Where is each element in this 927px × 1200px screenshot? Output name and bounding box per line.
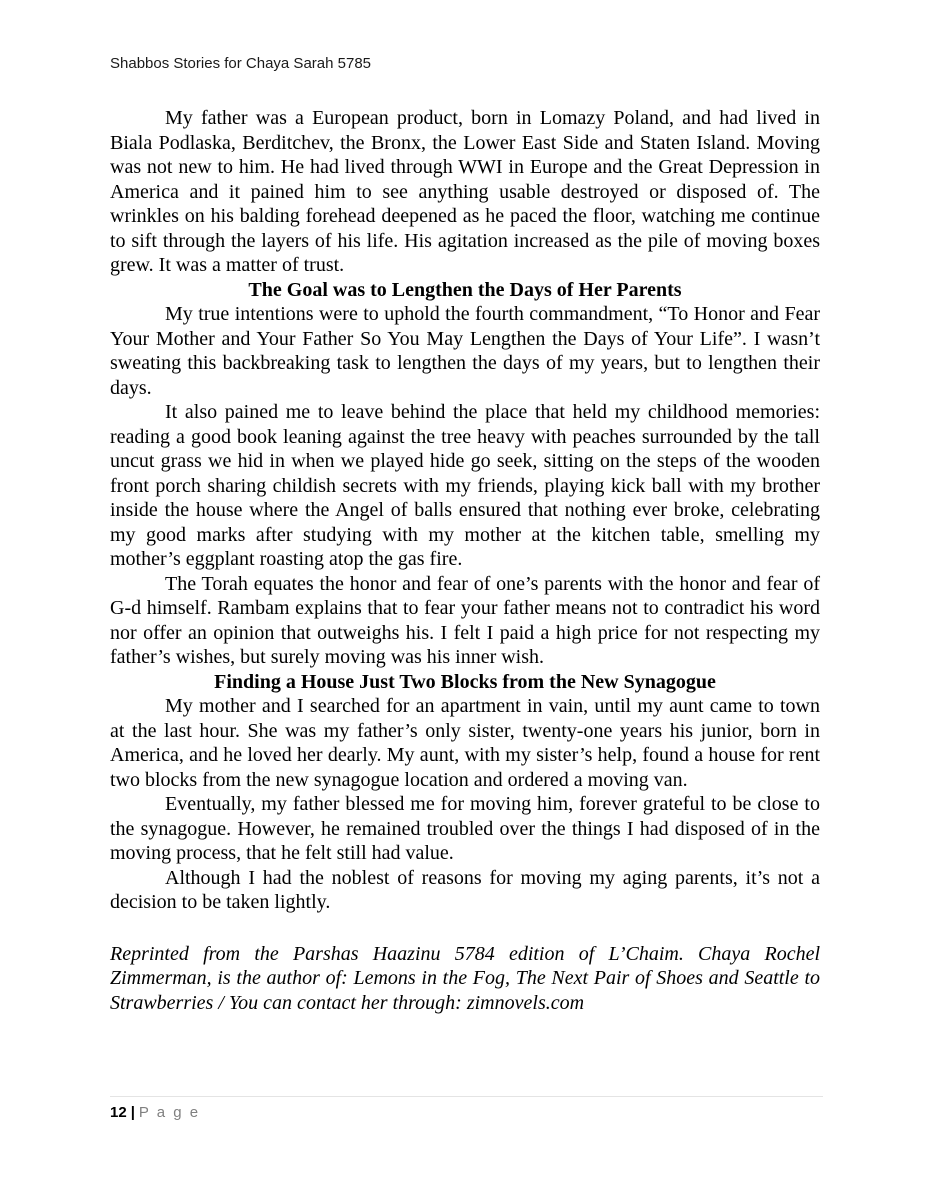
document-title: Shabbos Stories for Chaya Sarah 5785: [110, 55, 371, 72]
document-body: [110, 106, 820, 1015]
page-number-separator: |: [130, 1104, 135, 1121]
page-header: [110, 55, 823, 72]
section-heading-finding-house: Finding a House Just Two Blocks from the New Synagogue: [214, 670, 716, 693]
page-label: P a g e: [138, 1104, 201, 1121]
paragraph-true-intentions: My true intentions were to uphold the fourth commandment, “To Honor and Fear Your Mother and Your Father So You May Lengthen the Days of Your Life”. I wasn’t sweating this backbreaking task to lengthen the days of my years, but to lengthen their days.: [110, 303, 820, 399]
footer-text: [110, 1104, 823, 1121]
page-footer: [110, 1096, 823, 1121]
paragraph-searched-apartment: My mother and I searched for an apartment in vain, until my aunt came to town at the last hour. She was my father’s only sister, twenty-one years his junior, born in America, and he loved her dearly. My aunt, with my sister’s help, found a house for rent two blocks from the new synagogue location and ordered a moving van.: [110, 695, 820, 791]
section-heading-goal-lengthen-days: The Goal was to Lengthen the Days of Her Parents: [248, 278, 682, 301]
paragraph-torah-equates: The Torah equates the honor and fear of one’s parents with the honor and fear of G-d himself. Rambam explains that to fear your father means not to contradict his word nor offer an opinion that outweighs his. I felt I paid a high price for not respecting my father’s wishes, but surely moving was his inner wish.: [110, 572, 820, 668]
footer-divider: [110, 1096, 823, 1097]
reprint-credit: Reprinted from the Parshas Haazinu 5784 edition of L’Chaim. Chaya Rochel Zimmerman, is the author of: Lemons in the Fog, The Next Pair of Shoes and Seattle to Strawberries / You can contact her through: zimnovels.com: [110, 942, 820, 1014]
paragraph-childhood-memories: It also pained me to leave behind the place that held my childhood memories: reading a good book leaning against the tree heavy with peaches surrounded by the tall uncut grass we hid in when we played hide go seek, sitting on the steps of the wooden front porch sharing childish secrets with my friends, playing kick ball with my brother inside the house where the Angel of balls ensured that nothing ever broke, celebrating my good marks after studying with my mother at the kitchen table, smelling my mother’s eggplant roasting atop the gas fire.: [110, 401, 820, 570]
paragraph-noblest-reasons: Although I had the noblest of reasons for moving my aging parents, it’s not a decision to be taken lightly.: [110, 866, 820, 913]
paragraph-father-blessed: Eventually, my father blessed me for moving him, forever grateful to be close to the synagogue. However, he remained troubled over the things I had disposed of in the moving process, that he felt still had value.: [110, 793, 820, 864]
paragraph-father-european-product: My father was a European product, born in Lomazy Poland, and had lived in Biala Podlaska, Berditchev, the Bronx, the Lower East Side and Staten Island. Moving was not new to him. He had lived through WWI in Europe and the Great Depression in America and it pained him to see anything usable destroyed or disposed of. The wrinkles on his balding forehead deepened as he paced the floor, watching me continue to sift through the layers of his life. His agitation increased as the pile of moving boxes grew. It was a matter of trust.: [110, 107, 820, 276]
page-number: 12: [110, 1104, 127, 1121]
